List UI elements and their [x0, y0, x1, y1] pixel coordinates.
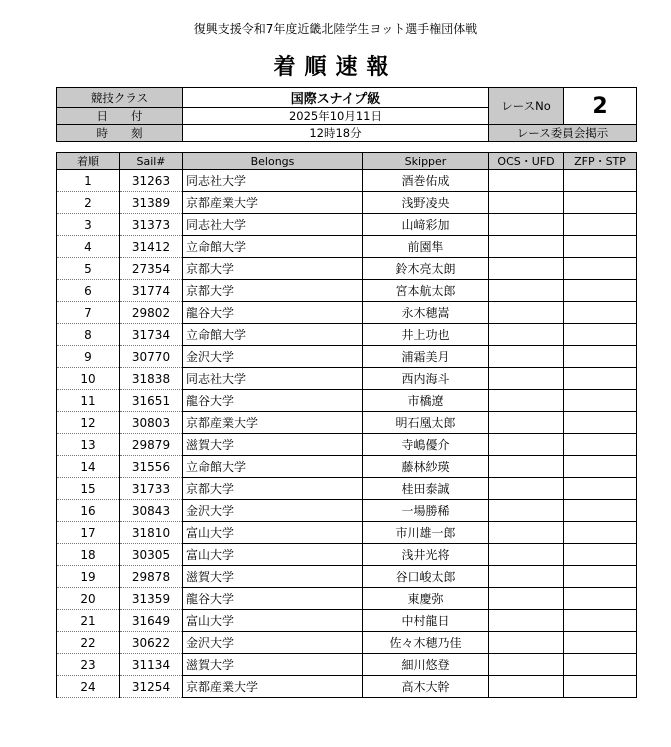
table-row [57, 368, 637, 390]
race-info-table [56, 87, 637, 142]
results-table [56, 152, 637, 698]
race-no-value: 2 [564, 88, 637, 125]
sail-number-cell: 31389 [120, 192, 183, 214]
belongs-cell: 京都産業大学 [183, 676, 363, 698]
ocs-ufd-cell [489, 170, 564, 192]
table-row [57, 434, 637, 456]
rank-cell: 24 [57, 676, 120, 698]
belongs-cell: 富山大学 [183, 544, 363, 566]
table-row [57, 258, 637, 280]
skipper-cell: 市川雄一郎 [363, 522, 489, 544]
sail-number-cell: 31373 [120, 214, 183, 236]
belongs-cell: 京都大学 [183, 258, 363, 280]
rank-cell: 23 [57, 654, 120, 676]
ocs-ufd-cell [489, 390, 564, 412]
belongs-cell: 滋賀大学 [183, 654, 363, 676]
rank-cell: 22 [57, 632, 120, 654]
table-row [57, 236, 637, 258]
skipper-cell: 佐々木穂乃佳 [363, 632, 489, 654]
skipper-cell: 細川悠登 [363, 654, 489, 676]
sail-number-cell: 30770 [120, 346, 183, 368]
sail-number-cell: 27354 [120, 258, 183, 280]
rank-cell: 18 [57, 544, 120, 566]
zfp-stp-cell [564, 566, 637, 588]
rank-cell: 7 [57, 302, 120, 324]
ocs-ufd-cell [489, 280, 564, 302]
rank-cell: 11 [57, 390, 120, 412]
sail-number-cell: 31412 [120, 236, 183, 258]
sail-number-cell: 31734 [120, 324, 183, 346]
zfp-stp-cell [564, 258, 637, 280]
time-label: 時 刻 [57, 125, 183, 142]
belongs-cell: 金沢大学 [183, 346, 363, 368]
belongs-cell: 同志社大学 [183, 214, 363, 236]
zfp-stp-cell [564, 390, 637, 412]
rank-cell: 2 [57, 192, 120, 214]
skipper-cell: 寺嶋優介 [363, 434, 489, 456]
sail-number-cell: 31649 [120, 610, 183, 632]
table-row [57, 632, 637, 654]
belongs-cell: 金沢大学 [183, 632, 363, 654]
date-value: 2025年10月11日 [183, 108, 489, 125]
zfp-stp-cell [564, 544, 637, 566]
class-label: 競技クラス [57, 88, 183, 108]
zfp-stp-cell [564, 192, 637, 214]
skipper-cell: 明石凰太郎 [363, 412, 489, 434]
rank-cell: 6 [57, 280, 120, 302]
table-row [57, 214, 637, 236]
table-row [57, 522, 637, 544]
rank-cell: 13 [57, 434, 120, 456]
table-row [57, 566, 637, 588]
table-row [57, 544, 637, 566]
zfp-stp-cell [564, 324, 637, 346]
ocs-ufd-cell [489, 434, 564, 456]
belongs-cell: 金沢大学 [183, 500, 363, 522]
skipper-cell: 中村龍日 [363, 610, 489, 632]
zfp-stp-cell [564, 478, 637, 500]
table-row [57, 478, 637, 500]
sail-number-cell: 29879 [120, 434, 183, 456]
zfp-stp-cell [564, 368, 637, 390]
ocs-ufd-cell [489, 632, 564, 654]
skipper-cell: 前園隼 [363, 236, 489, 258]
belongs-cell: 京都産業大学 [183, 192, 363, 214]
belongs-cell: 滋賀大学 [183, 434, 363, 456]
zfp-stp-cell [564, 280, 637, 302]
ocs-ufd-cell [489, 500, 564, 522]
rank-cell: 19 [57, 566, 120, 588]
zfp-stp-cell [564, 302, 637, 324]
ocs-ufd-cell [489, 544, 564, 566]
skipper-cell: 浦霜美月 [363, 346, 489, 368]
sail-number-cell: 31651 [120, 390, 183, 412]
sail-number-cell: 31774 [120, 280, 183, 302]
table-row [57, 588, 637, 610]
zfp-stp-cell [564, 170, 637, 192]
zfp-stp-cell [564, 632, 637, 654]
rank-cell: 4 [57, 236, 120, 258]
belongs-cell: 立命館大学 [183, 456, 363, 478]
sail-number-cell: 31359 [120, 588, 183, 610]
sail-number-cell: 29802 [120, 302, 183, 324]
table-row [57, 412, 637, 434]
sail-number-cell: 30843 [120, 500, 183, 522]
belongs-cell: 龍谷大学 [183, 390, 363, 412]
table-row [57, 280, 637, 302]
sail-number-cell: 30803 [120, 412, 183, 434]
table-row [57, 654, 637, 676]
zfp-stp-cell [564, 610, 637, 632]
ocs-ufd-cell [489, 324, 564, 346]
sail-number-cell: 30622 [120, 632, 183, 654]
ocs-ufd-cell [489, 676, 564, 698]
skipper-cell: 浅野凌央 [363, 192, 489, 214]
results-header-row [57, 153, 637, 170]
zfp-stp-cell [564, 346, 637, 368]
rank-cell: 21 [57, 610, 120, 632]
sail-number-cell: 31810 [120, 522, 183, 544]
rank-cell: 17 [57, 522, 120, 544]
belongs-cell: 龍谷大学 [183, 302, 363, 324]
ocs-ufd-cell [489, 346, 564, 368]
skipper-cell: 永木穂嵩 [363, 302, 489, 324]
skipper-cell: 藤林紗瑛 [363, 456, 489, 478]
rank-cell: 5 [57, 258, 120, 280]
table-row [57, 390, 637, 412]
ocs-ufd-cell [489, 610, 564, 632]
rank-cell: 10 [57, 368, 120, 390]
col-header-zfp-stp: ZFP・STP [564, 153, 637, 170]
belongs-cell: 立命館大学 [183, 324, 363, 346]
ocs-ufd-cell [489, 522, 564, 544]
skipper-cell: 谷口峻太郎 [363, 566, 489, 588]
table-row [57, 610, 637, 632]
zfp-stp-cell [564, 236, 637, 258]
ocs-ufd-cell [489, 654, 564, 676]
ocs-ufd-cell [489, 236, 564, 258]
rank-cell: 16 [57, 500, 120, 522]
rank-cell: 1 [57, 170, 120, 192]
belongs-cell: 富山大学 [183, 522, 363, 544]
sail-number-cell: 29878 [120, 566, 183, 588]
rank-cell: 15 [57, 478, 120, 500]
col-header-sail: Sail# [120, 153, 183, 170]
skipper-cell: 西内海斗 [363, 368, 489, 390]
belongs-cell: 京都大学 [183, 280, 363, 302]
skipper-cell: 山﨑彩加 [363, 214, 489, 236]
skipper-cell: 東慶弥 [363, 588, 489, 610]
table-row [57, 346, 637, 368]
belongs-cell: 同志社大学 [183, 170, 363, 192]
sail-number-cell: 31254 [120, 676, 183, 698]
zfp-stp-cell [564, 434, 637, 456]
race-no-label: レースNo [489, 88, 564, 125]
page-title: 着順速報 [273, 55, 398, 80]
committee-notice-label: レース委員会掲示 [489, 125, 637, 142]
sail-number-cell: 31263 [120, 170, 183, 192]
rank-cell: 3 [57, 214, 120, 236]
belongs-cell: 富山大学 [183, 610, 363, 632]
date-label: 日 付 [57, 108, 183, 125]
ocs-ufd-cell [489, 588, 564, 610]
zfp-stp-cell [564, 500, 637, 522]
skipper-cell: 高木大幹 [363, 676, 489, 698]
ocs-ufd-cell [489, 214, 564, 236]
belongs-cell: 同志社大学 [183, 368, 363, 390]
skipper-cell: 酒巻佑成 [363, 170, 489, 192]
skipper-cell: 一場勝稀 [363, 500, 489, 522]
table-row [57, 324, 637, 346]
sail-number-cell: 31134 [120, 654, 183, 676]
skipper-cell: 鈴木亮太朗 [363, 258, 489, 280]
rank-cell: 8 [57, 324, 120, 346]
ocs-ufd-cell [489, 192, 564, 214]
rank-cell: 12 [57, 412, 120, 434]
ocs-ufd-cell [489, 302, 564, 324]
zfp-stp-cell [564, 412, 637, 434]
zfp-stp-cell [564, 588, 637, 610]
belongs-cell: 立命館大学 [183, 236, 363, 258]
col-header-rank: 着順 [57, 153, 120, 170]
belongs-cell: 滋賀大学 [183, 566, 363, 588]
col-header-ocs-ufd: OCS・UFD [489, 153, 564, 170]
rank-cell: 20 [57, 588, 120, 610]
rank-cell: 9 [57, 346, 120, 368]
zfp-stp-cell [564, 654, 637, 676]
results-body [57, 170, 637, 698]
col-header-skipper: Skipper [363, 153, 489, 170]
belongs-cell: 京都産業大学 [183, 412, 363, 434]
ocs-ufd-cell [489, 566, 564, 588]
ocs-ufd-cell [489, 412, 564, 434]
sail-number-cell: 31838 [120, 368, 183, 390]
zfp-stp-cell [564, 456, 637, 478]
skipper-cell: 浅井光将 [363, 544, 489, 566]
ocs-ufd-cell [489, 258, 564, 280]
zfp-stp-cell [564, 676, 637, 698]
skipper-cell: 宮本航太郎 [363, 280, 489, 302]
table-row [57, 500, 637, 522]
col-header-belongs: Belongs [183, 153, 363, 170]
sail-number-cell: 31556 [120, 456, 183, 478]
table-row [57, 456, 637, 478]
skipper-cell: 桂田泰誠 [363, 478, 489, 500]
belongs-cell: 龍谷大学 [183, 588, 363, 610]
table-row [57, 170, 637, 192]
table-row [57, 676, 637, 698]
skipper-cell: 市橋遼 [363, 390, 489, 412]
skipper-cell: 井上功也 [363, 324, 489, 346]
belongs-cell: 京都大学 [183, 478, 363, 500]
table-row [57, 302, 637, 324]
ocs-ufd-cell [489, 368, 564, 390]
ocs-ufd-cell [489, 456, 564, 478]
rank-cell: 14 [57, 456, 120, 478]
time-value: 12時18分 [183, 125, 489, 142]
zfp-stp-cell [564, 214, 637, 236]
sail-number-cell: 30305 [120, 544, 183, 566]
sail-number-cell: 31733 [120, 478, 183, 500]
event-title: 復興支援令和7年度近畿北陸学生ヨット選手権団体戦 [193, 22, 478, 36]
zfp-stp-cell [564, 522, 637, 544]
class-value: 国際スナイプ級 [183, 88, 489, 108]
table-row [57, 192, 637, 214]
ocs-ufd-cell [489, 478, 564, 500]
